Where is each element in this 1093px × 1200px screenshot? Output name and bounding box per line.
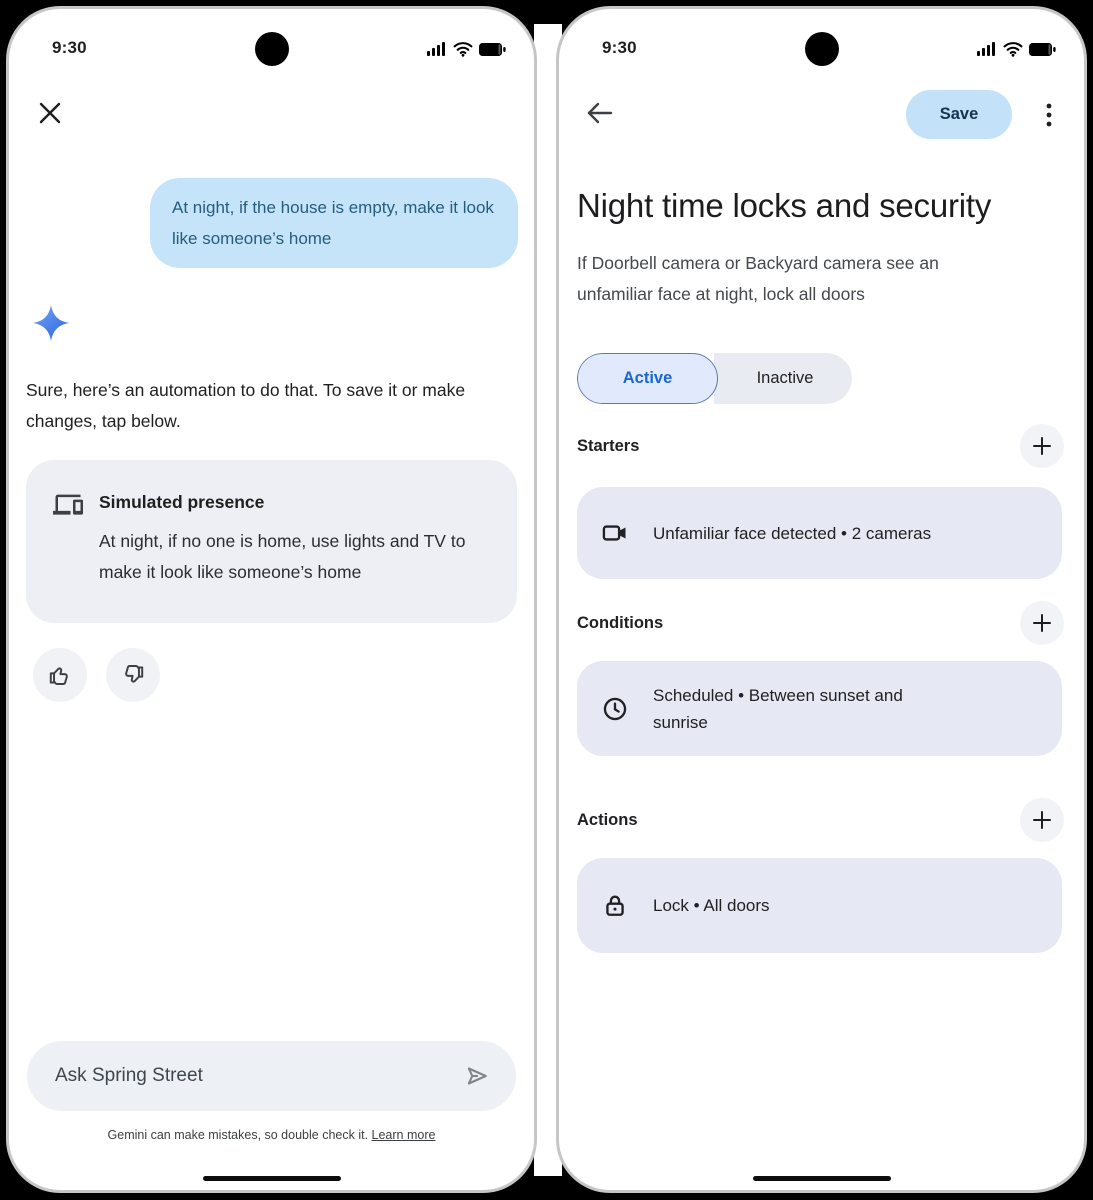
add-condition-button[interactable] [1020,601,1064,645]
state-toggle [577,353,852,404]
close-icon[interactable] [36,99,64,127]
condition-chip-label: Scheduled • Between sunset and sunrise [653,685,903,732]
assistant-message: Sure, here’s an automation to do that. To save it or make changes, tap below. [26,380,466,431]
camera-notch [805,32,839,66]
cellular-signal-icon [427,42,447,56]
thumb-down-icon [120,662,146,688]
toggle-option-inactive[interactable]: Inactive [714,353,852,404]
section-label-actions: Actions [577,811,638,829]
section-label-conditions: Conditions [577,614,664,632]
starter-chip[interactable] [577,487,1062,579]
home-indicator [203,1176,341,1181]
status-time: 9:30 [52,38,87,57]
thumbs-down-button[interactable] [106,648,160,702]
back-icon[interactable] [585,99,615,127]
plus-icon [1030,434,1054,458]
page-title: Night time locks and security [577,187,992,224]
chat-input[interactable] [27,1065,462,1087]
status-icons [977,41,1056,57]
overflow-menu-icon[interactable] [1042,102,1056,128]
right-phone-automation-editor [556,6,1087,1193]
user-message-bubble: At night, if the house is empty, make it look like someone’s home [150,178,518,268]
clock-icon [601,695,629,723]
wifi-icon [453,41,473,57]
automation-card-title: Simulated presence [99,492,265,512]
automation-card-description: At night, if no one is home, use lights and TV to make it look like someone’s home [99,531,466,582]
status-icons [427,41,506,57]
camera-notch [255,32,289,66]
action-chip[interactable] [577,858,1062,953]
save-button[interactable]: Save [906,90,1012,139]
battery-icon [479,43,506,56]
starter-chip-label: Unfamiliar face detected • 2 cameras [653,523,932,543]
section-label-starters: Starters [577,437,640,455]
send-icon[interactable] [462,1061,492,1091]
thumb-up-icon [47,662,73,688]
plus-icon [1030,808,1054,832]
condition-chip[interactable] [577,661,1062,756]
home-indicator [753,1176,891,1181]
automation-suggestion-card[interactable] [26,460,517,623]
plus-icon [1030,611,1054,635]
toggle-option-active[interactable]: Active [577,353,718,404]
battery-icon [1029,43,1056,56]
add-starter-button[interactable] [1020,424,1064,468]
learn-more-link[interactable]: Learn more [371,1128,436,1142]
lock-icon [601,892,629,920]
chat-composer [27,1041,516,1111]
left-phone-gemini-chat [6,6,537,1193]
add-action-button[interactable] [1020,798,1064,842]
thumbs-up-button[interactable] [33,648,87,702]
action-chip-label: Lock • All doors [653,896,770,915]
wifi-icon [1003,41,1023,57]
devices-icon [53,493,83,519]
videocam-icon [601,519,629,547]
gemini-sparkle-icon [33,305,69,341]
automation-description: If Doorbell camera or Backyard camera see an unfamiliar face at night, lock all doors [577,253,939,304]
status-time: 9:30 [602,38,637,57]
cellular-signal-icon [977,42,997,56]
gemini-disclaimer [9,1128,534,1142]
disclaimer-text: Gemini can make mistakes, so double check it. [107,1128,369,1142]
